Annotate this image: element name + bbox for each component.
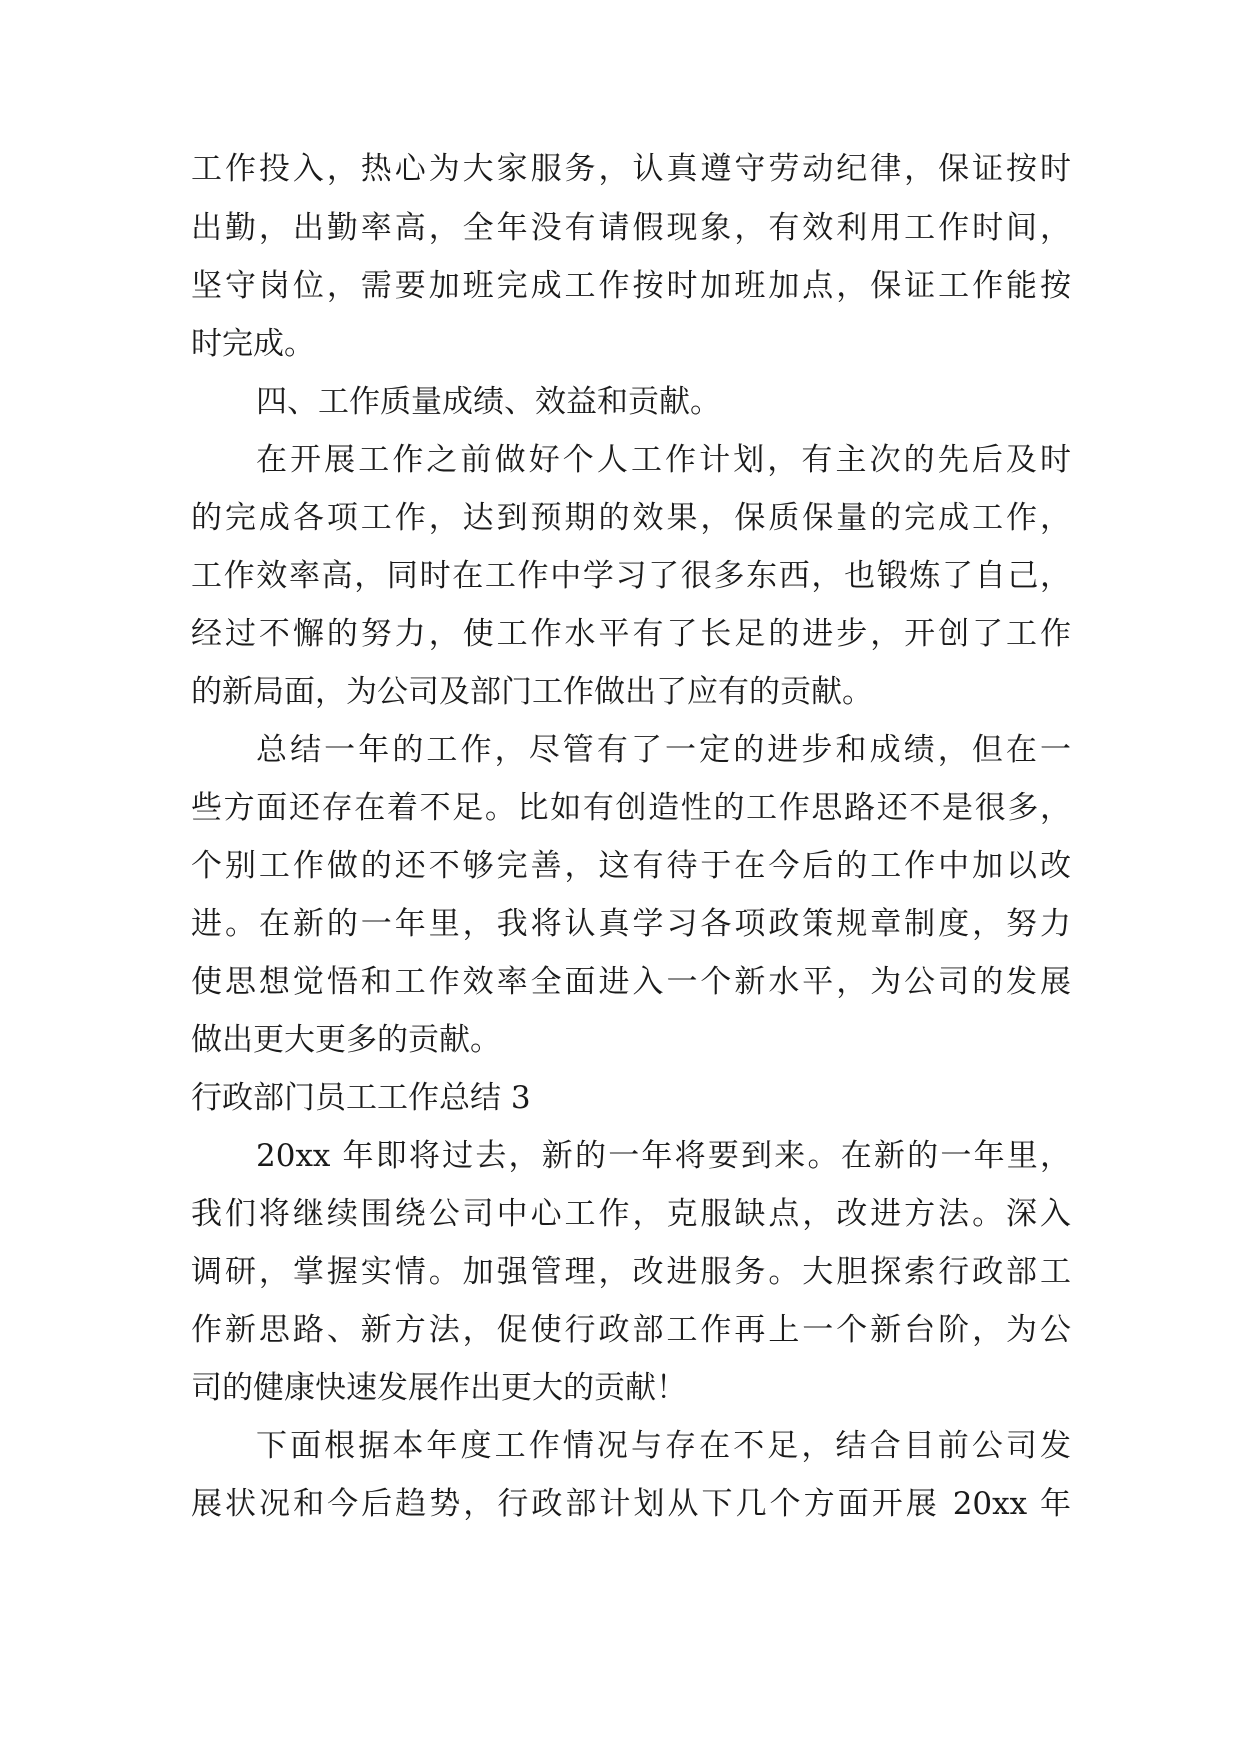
body-line: 出勤，出勤率高，全年没有请假现象，有效利用工作时间， <box>191 210 1071 246</box>
body-line: 20xx 年即将过去，新的一年将要到来。在新的一年里， <box>256 1138 1071 1174</box>
body-line: 些方面还存在着不足。比如有创造性的工作思路还不是很多， <box>191 790 1071 826</box>
body-line: 司的健康快速发展作出更大的贡献！ <box>191 1370 687 1406</box>
body-line: 时完成。 <box>191 326 315 362</box>
body-line: 调研，掌握实情。加强管理，改进服务。大胆探索行政部工 <box>191 1254 1071 1290</box>
body-line: 总结一年的工作，尽管有了一定的进步和成绩，但在一 <box>256 732 1071 768</box>
body-line: 的完成各项工作，达到预期的效果，保质保量的完成工作， <box>191 500 1071 536</box>
body-line: 下面根据本年度工作情况与存在不足，结合目前公司发 <box>256 1428 1071 1464</box>
section-title: 行政部门员工工作总结 3 <box>191 1080 531 1116</box>
body-line: 使思想觉悟和工作效率全面进入一个新水平，为公司的发展 <box>191 964 1071 1000</box>
body-line: 工作效率高，同时在工作中学习了很多东西，也锻炼了自己， <box>191 558 1071 594</box>
body-line: 展状况和今后趋势，行政部计划从下几个方面开展 20xx 年 <box>191 1486 1071 1522</box>
body-line: 做出更大更多的贡献。 <box>191 1022 501 1058</box>
body-line: 作新思路、新方法，促使行政部工作再上一个新台阶，为公 <box>191 1312 1071 1348</box>
body-line: 坚守岗位，需要加班完成工作按时加班加点，保证工作能按 <box>191 268 1071 304</box>
body-line: 进。在新的一年里，我将认真学习各项政策规章制度，努力 <box>191 906 1071 942</box>
body-line: 工作投入，热心为大家服务，认真遵守劳动纪律，保证按时 <box>191 151 1071 187</box>
body-line: 的新局面，为公司及部门工作做出了应有的贡献。 <box>191 674 873 710</box>
body-line: 在开展工作之前做好个人工作计划，有主次的先后及时 <box>256 442 1071 478</box>
body-line: 经过不懈的努力，使工作水平有了长足的进步，开创了工作 <box>191 616 1071 652</box>
body-line: 个别工作做的还不够完善，这有待于在今后的工作中加以改 <box>191 848 1071 884</box>
section-heading: 四、工作质量成绩、效益和贡献。 <box>256 384 721 420</box>
body-line: 我们将继续围绕公司中心工作，克服缺点，改进方法。深入 <box>191 1196 1071 1232</box>
